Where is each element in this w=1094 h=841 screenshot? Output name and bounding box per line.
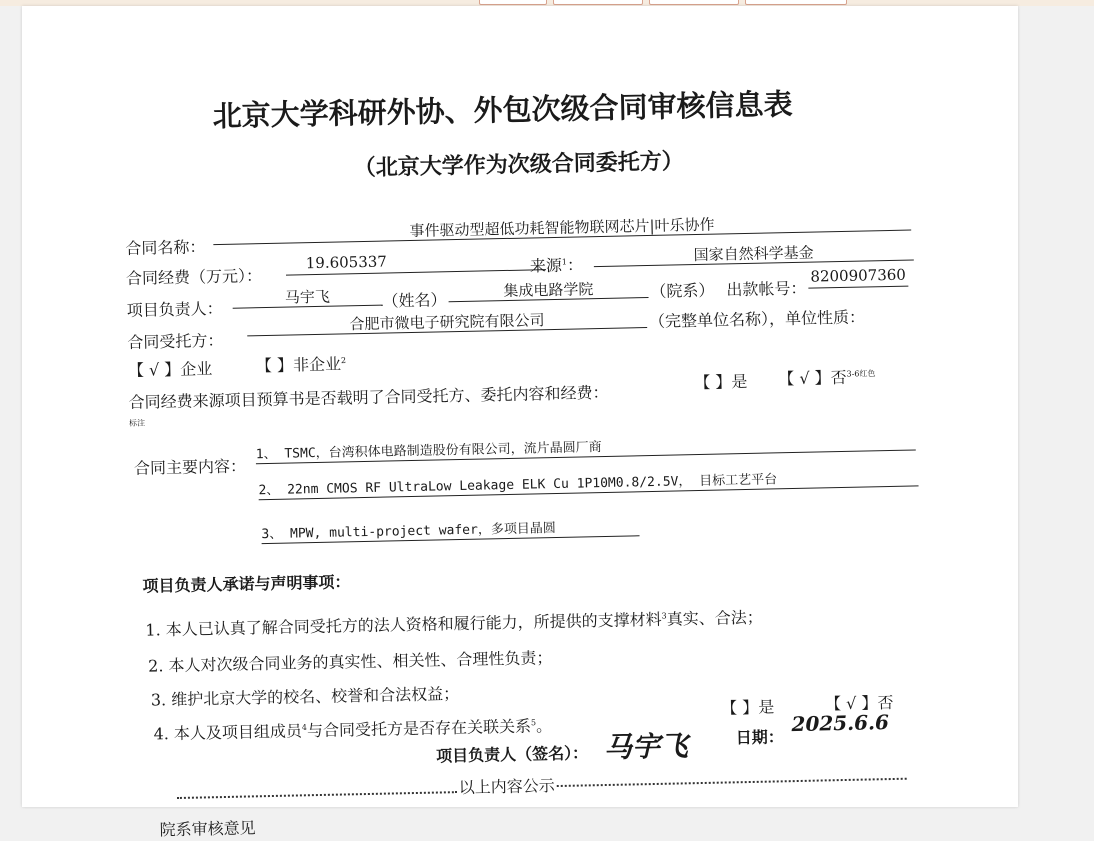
pi-value: 马宇飞 [232,285,382,309]
source-value: 国家自然科学基金 [593,239,913,267]
budget-no: 【 √ 】否$^{3-6红色}$ [778,367,876,389]
budget-yes: 【 】是 [694,371,748,393]
scanned-form [122,69,922,840]
signature-label: 项目负责人（签名）： [435,743,589,766]
toolbar-button[interactable] [649,0,739,5]
pledge-item-2: 2. 本人对次级合同业务的真实性、相关性、合理性负责； [147,648,553,676]
pledge-item4-yes: 【 】是 [720,697,775,718]
signature-handwritten: 马宇飞 [603,729,689,765]
content-item-1: 1、 TSMC，台湾积体电路制造股份有限公司，流片晶圆厂商 [256,429,916,464]
pledge-heading: 项目负责人承诺与声明事项： [142,572,351,596]
dotted-line-left [177,791,457,799]
pledge-item4-no: 【 √ 】否 [824,692,894,714]
source-label: 来源$^1$： [529,255,584,276]
form-subtitle: （北京大学作为次级合同委托方） [353,148,684,182]
trustee-value: 合肥市微电子研究院有限公司 [247,307,647,336]
document-page [22,6,1018,840]
budget-question: 合同经费来源项目预算书是否载明了合同受托方、委托内容和经费： [128,382,609,412]
budget-mark: 标注 [128,418,146,428]
pledge-item-1: 1. 本人已认真了解合同受托方的法人资格和履行能力，所提供的支撑材料$^3$真实、合法； [145,607,763,640]
form-title: 北京大学科研外协、外包次级合同审核信息表 [212,86,793,134]
funding-value: 19.605337 [286,249,546,275]
contract-name-value: 事件驱动型超低功耗智能物联网芯片|叶乐协作 [213,210,911,246]
account-value: 8200907360 [808,266,908,289]
dept-note: （院系） [650,280,715,301]
content-item-3: 3、 MPW, multi-project wafer，多项目晶圆 [261,515,639,544]
unit-type-enterprise: 【 √ 】企业 [127,359,213,380]
next-section-heading: 院系审核意见 [159,818,256,840]
content-label: 合同主要内容： [133,456,247,478]
pledge-item-3: 3. 维护北京大学的校名、校誉和合法权益； [150,684,460,710]
toolbar-button[interactable] [745,0,847,5]
unit-type-non-enterprise: 【 】非企业$^2$ [255,354,347,376]
account-label: 出款帐号： [726,278,807,300]
date-handwritten: 2025.6.6 [791,710,890,737]
dotted-line-right [557,778,907,787]
content-item-2: 2、 22nm CMOS RF UltraLow Leakage ELK Cu 1P10M0.8/2.5V， 目标工艺平台 [258,465,918,500]
pi-name-note: （姓名） [382,290,447,311]
contract-name-label: 合同名称： [125,237,206,258]
dept-value: 集成电路学院 [448,277,648,302]
trustee-note: （完整单位名称），单位性质： [648,307,866,332]
toolbar-button[interactable] [553,0,643,5]
public-line-text: 以上内容公示 [458,776,555,798]
date-label: 日期： [735,727,784,748]
funding-label: 合同经费（万元）： [125,266,263,288]
pledge-item-4: 4. 本人及项目组成员$^4$与合同受托方是否存在关联关系$^5$。 [153,716,553,744]
trustee-label: 合同受托方： [127,330,224,352]
pi-label: 项目负责人： [126,298,223,320]
toolbar-button[interactable] [479,0,547,5]
